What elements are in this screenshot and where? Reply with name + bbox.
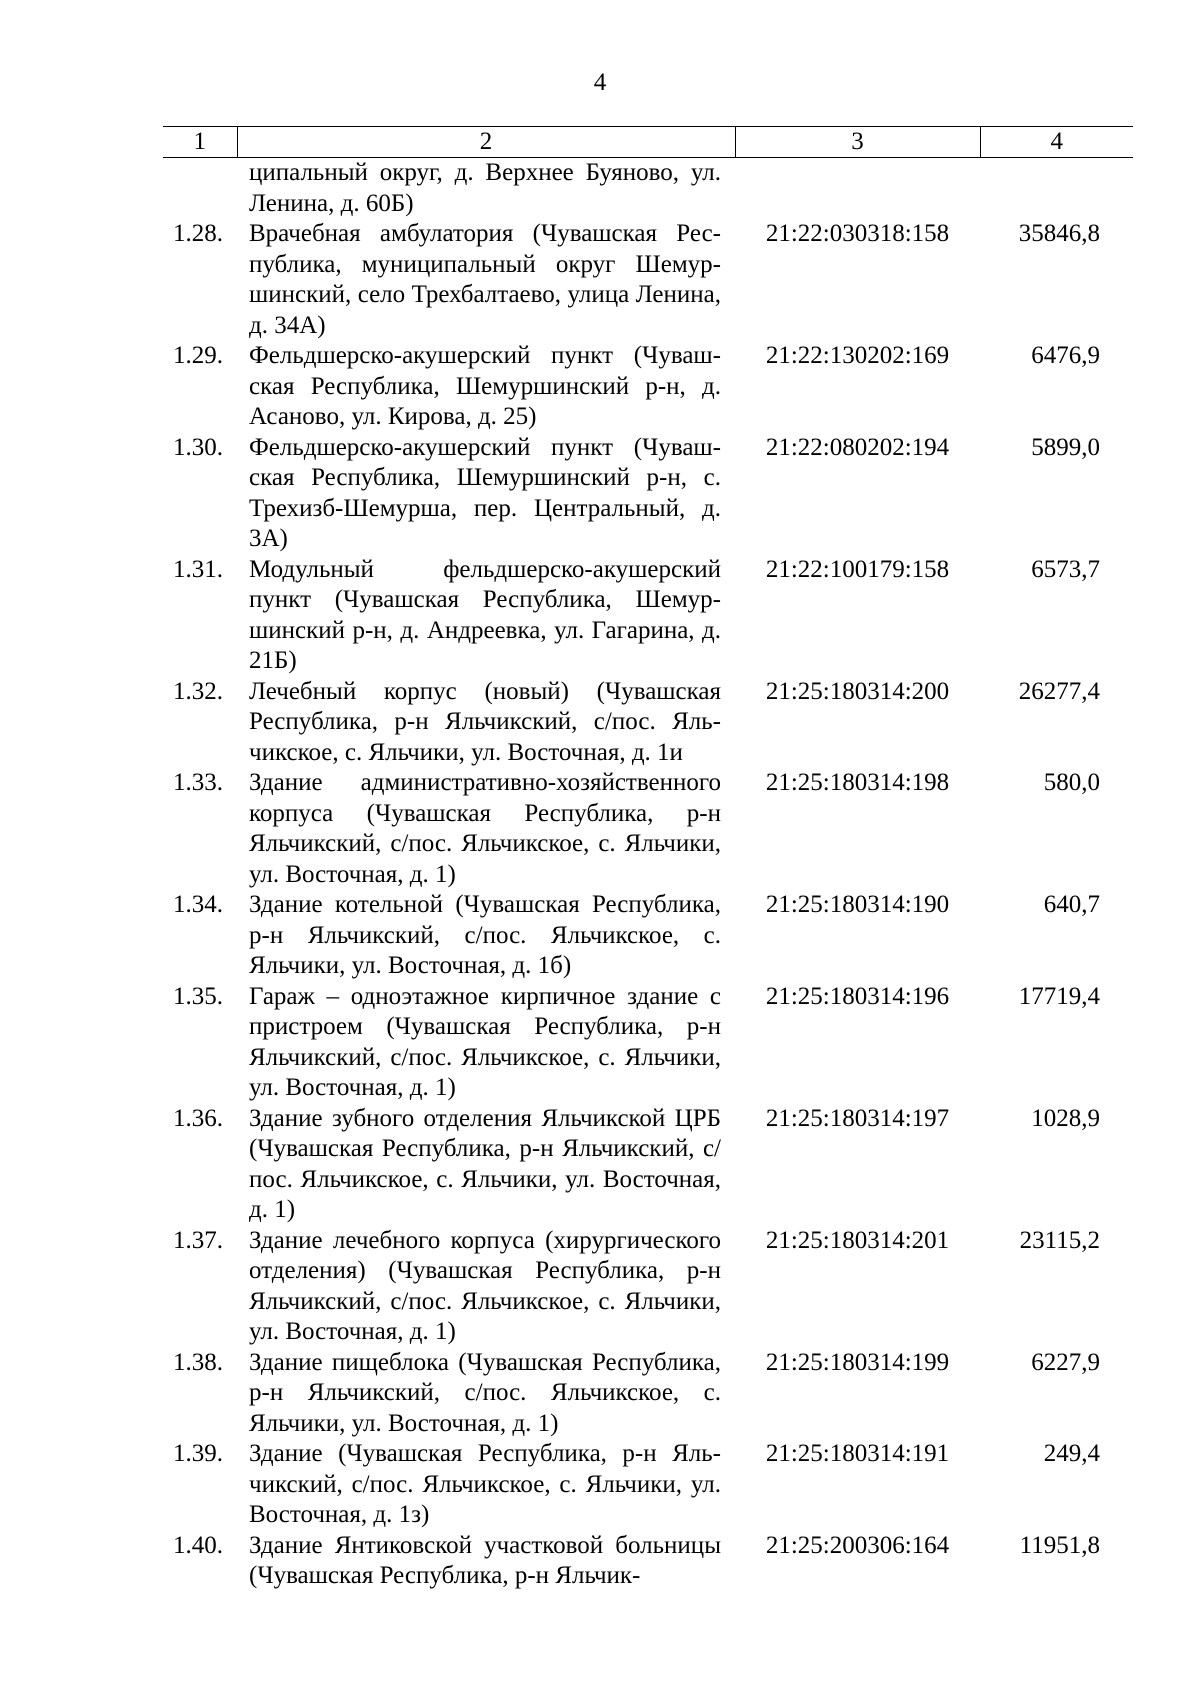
value-cell: 6476,9 xyxy=(1031,342,1100,369)
cadastral-number: 21:25:180314:190 xyxy=(765,891,950,918)
table-row xyxy=(163,1104,1133,1226)
row-number: 1.31. xyxy=(173,555,223,583)
row-number: 1.38. xyxy=(173,1348,223,1376)
object-description: Гараж – одноэтажное кирпичное здание с пристроем (Чувашская Республика, р-н Яльчикский, с/пос. Яльчикское, с. Яльчики, ул. Восточная, д. 1) xyxy=(249,982,721,1101)
table-row xyxy=(163,982,1133,1104)
object-description: Здание (Чувашская Республика, р-н Яльчикский, с/пос. Яльчикское, с. Яльчики, ул. Восточная, д. 1з) xyxy=(249,1440,721,1528)
table-row xyxy=(163,1439,1133,1531)
cadastral-number: 21:22:100179:158 xyxy=(765,555,950,583)
row-number: 1.29. xyxy=(173,342,223,369)
cadastral-number: 21:25:180314:199 xyxy=(765,1348,950,1376)
object-description: Фельдшерско-акушерский пункт (Чувашская Республика, Шемуршинский р-н, д. Асаново, ул. Кирова, д. 25) xyxy=(249,342,721,430)
cadastral-number: 21:25:200306:164 xyxy=(765,1531,950,1559)
table-row xyxy=(163,1348,1133,1440)
object-description: Здание котельной (Чувашская Республика, р-н Яльчикский, с/пос. Яльчикское, с. Яльчики, ул. Восточная, д. 1б) xyxy=(249,891,721,979)
value-cell: 6573,7 xyxy=(1031,555,1100,583)
object-description: Здание пищеблока (Чувашская Республика, р-н Яльчикский, с/пос. Яльчикское, с. Яльчики, ул. Восточная, д. 1) xyxy=(249,1348,721,1437)
value-cell: 35846,8 xyxy=(1018,220,1100,247)
value-cell: 640,7 xyxy=(1043,891,1100,918)
object-description: Здание Янтиковской участковой больницы (Чувашская Республика, р-н Яльчик- xyxy=(249,1531,721,1589)
value-cell xyxy=(980,158,1133,220)
table-row xyxy=(163,677,1133,769)
cadastral-number: 21:25:180314:200 xyxy=(765,677,950,705)
cadastral-number: 21:22:030318:158 xyxy=(765,220,950,247)
value-cell: 5899,0 xyxy=(1031,433,1100,461)
object-description: ципальный округ, д. Верхнее Буяново, ул. Ленина, д. 60Б) xyxy=(249,159,721,217)
object-description: Врачебная амбулатория (Чувашская Республика, муниципальный округ Шемуршинский, село Трехбалтаево, улица Ленина, д. 34А) xyxy=(249,220,721,339)
row-number: 1.32. xyxy=(173,677,223,705)
cadastral-number: 21:25:180314:196 xyxy=(765,982,950,1010)
value-cell: 17719,4 xyxy=(1018,982,1100,1010)
cadastral-number: 21:22:080202:194 xyxy=(765,433,950,461)
object-description: Лечебный корпус (новый) (Чувашская Республика, р-н Яльчикский, с/пос. Яльчикское, с. Яльчики, ул. Восточная, д. 1и xyxy=(249,677,721,766)
value-cell: 11951,8 xyxy=(1019,1531,1100,1559)
table-row xyxy=(163,768,1133,890)
row-number xyxy=(163,158,237,220)
table-row xyxy=(163,158,1133,220)
object-description: Здание административно-хозяйственного корпуса (Чувашская Республика, р-н Яльчикский, с/пос. Яльчикское, с. Яльчики, ул. Восточная, д. 1) xyxy=(249,769,721,888)
table-row xyxy=(163,433,1133,555)
table-row xyxy=(163,555,1133,677)
table-row xyxy=(163,1226,1133,1348)
header-col-4: 4 xyxy=(980,127,1133,158)
cadastral-number: 21:25:180314:197 xyxy=(765,1104,950,1132)
row-number: 1.28. xyxy=(173,220,223,247)
value-cell: 26277,4 xyxy=(1018,677,1100,705)
row-number: 1.39. xyxy=(173,1440,223,1467)
header-col-2: 2 xyxy=(237,127,735,158)
value-cell: 23115,2 xyxy=(1019,1226,1100,1254)
value-cell: 1028,9 xyxy=(1031,1104,1100,1132)
table-body xyxy=(163,158,1133,1592)
page-number: 4 xyxy=(593,69,607,96)
row-number: 1.35. xyxy=(173,982,223,1010)
header-col-1: 1 xyxy=(163,127,237,158)
row-number: 1.40. xyxy=(173,1531,223,1559)
cadastral-number: 21:25:180314:191 xyxy=(765,1440,950,1467)
table-row xyxy=(163,219,1133,341)
object-description: Здание зубного отделения Яльчикской ЦРБ (Чувашская Республика, р-н Яльчикский, с/пос. Яльчикское, с. Яльчики, ул. Восточная, д. 1) xyxy=(249,1104,721,1223)
row-number: 1.33. xyxy=(173,769,223,796)
cadastral-number: 21:25:180314:201 xyxy=(765,1226,950,1254)
header-row xyxy=(163,127,1133,158)
cadastral-number xyxy=(735,158,980,220)
table-row xyxy=(163,341,1133,433)
row-number: 1.36. xyxy=(173,1104,223,1132)
value-cell: 580,0 xyxy=(1043,769,1100,796)
row-number: 1.30. xyxy=(173,433,223,461)
value-cell: 249,4 xyxy=(1043,1440,1100,1467)
header-col-3: 3 xyxy=(735,127,980,158)
object-description: Фельдшерско-акушерский пункт (Чувашская Республика, Шемуршинский р-н, с. Трехизб-Шемурша, пер. Центральный, д. 3А) xyxy=(249,433,721,552)
object-description: Здание лечебного корпуса (хирургического отделения) (Чувашская Республика, р-н Яльчикский, с/пос. Яльчикское, с. Яльчики, ул. Восточная, д. 1) xyxy=(249,1226,721,1345)
table-row xyxy=(163,890,1133,982)
value-cell: 6227,9 xyxy=(1031,1348,1100,1376)
row-number: 1.34. xyxy=(173,891,223,918)
table-row xyxy=(163,1531,1133,1592)
cadastral-number: 21:22:130202:169 xyxy=(765,342,950,369)
property-table xyxy=(163,126,1133,1592)
object-description: Модульный фельдшерско-акушерский пункт (Чувашская Республика, Шемуршинский р-н, д. Андреевка, ул. Гагарина, д. 21Б) xyxy=(249,555,721,674)
cadastral-number: 21:25:180314:198 xyxy=(765,769,950,796)
row-number: 1.37. xyxy=(173,1226,223,1254)
table-header xyxy=(163,127,1133,158)
